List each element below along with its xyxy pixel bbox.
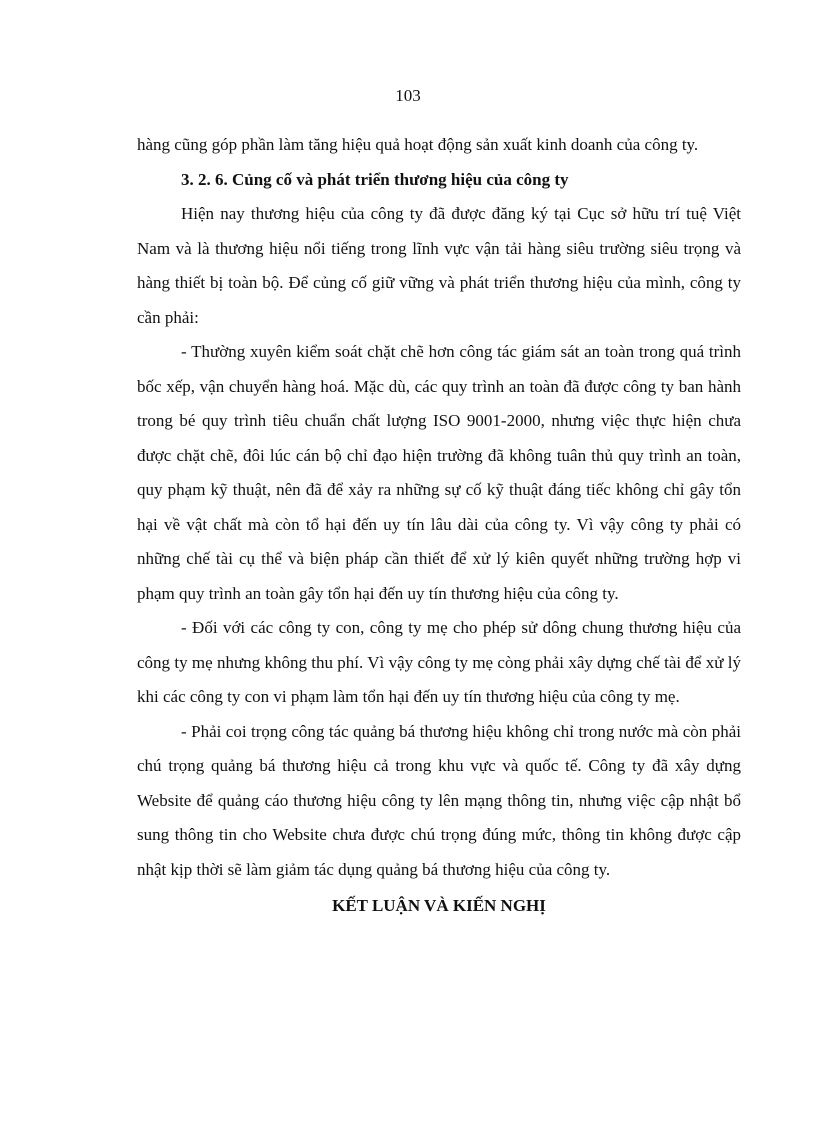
page-number: 103 (395, 86, 421, 105)
paragraph-brand-promotion: - Phải coi trọng công tác quảng bá thương hiệu không chỉ trong nước mà còn phải chú trọng quảng bá thương hiệu cả trong khu vực và quốc tế. Công ty đã xây dựng Website để quảng cáo thương hiệu công ty lên mạng thông tin, nhưng việc cập nhật bổ sung thông tin cho Website chưa được chú trọng đúng mức, thông tin không được cập nhật kịp thời sẽ làm giảm tác dụng quảng bá thương hiệu của công ty. (137, 721, 741, 879)
paragraph-safety-control: - Thường xuyên kiểm soát chặt chẽ hơn công tác giám sát an toàn trong quá trình bốc xếp, vận chuyển hàng hoá. Mặc dù, các quy trình an toàn đã được công ty ban hành trong bé quy trình tiêu chuẩn chất lượng ISO 9001-2000, nhưng việc thực hiện chưa được chặt chẽ, đôi lúc cán bộ chỉ đạo hiện trường đã không tuân thủ quy trình an toàn, quy phạm kỹ thuật, nên đã để xảy ra những sự cố kỹ thuật đáng tiếc không chỉ gây tổn hại về vật chất mà còn tổ hại đến uy tín lâu dài của công ty. Vì vậy công ty phải có những chế tài cụ thể và biện pháp cần thiết để xử lý kiên quyết những trường hợp vi phạm quy trình an toàn gây tổn hại đến uy tín thương hiệu của công ty. (137, 342, 741, 603)
paragraph-subsidiaries: - Đối với các công ty con, công ty mẹ cho phép sử dông chung thương hiệu của công ty mẹ nhưng không thu phí. Vì vậy công ty mẹ còng phải xây dựng chế tài để xử lý khi các công ty con vi phạm làm tổn hại đến uy tín thương hiệu của công ty mẹ. (137, 618, 741, 706)
paragraph-continuation: hàng cũng góp phần làm tăng hiệu quả hoạt động sản xuất kinh doanh của công ty. (137, 135, 699, 154)
page-content (137, 128, 741, 924)
chapter-heading: KẾT LUẬN VÀ KIẾN NGHỊ (332, 896, 546, 915)
section-heading: 3. 2. 6. Củng cố và phát triển thương hiệu của công ty (181, 169, 569, 189)
paragraph-intro: Hiện nay thương hiệu của công ty đã được đăng ký tại Cục sở hữu trí tuệ Việt Nam và là thương hiệu nổi tiếng trong lĩnh vực vận tải hàng siêu trường siêu trọng và hàng thiết bị toàn bộ. Để củng cố giữ vững và phát triển thương hiệu của mình, công ty cần phải: (137, 204, 741, 327)
